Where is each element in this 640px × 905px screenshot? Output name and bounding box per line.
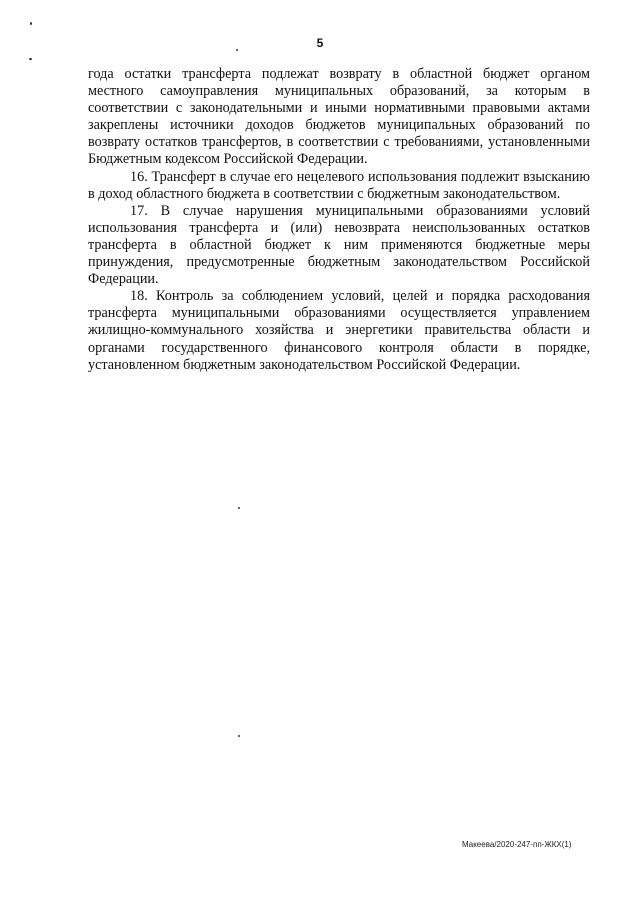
document-reference: Макеева/2020-247-пп-ЖКХ(1) [462,840,572,849]
scan-speck [238,735,240,737]
paragraph-item-16: 16. Трансферт в случае его нецелевого использования подлежит взысканию в доход областного бюджета в соответствии с бюджетным законодательством. [88,168,590,202]
paragraph-item-17: 17. В случае нарушения муниципальными образованиями условий использования трансферта и (или) невозврата неиспользованных остатков трансферта в областной бюджет к ним применяются бюджетные меры принуждения, предусмотренные бюджетным законодательством Российской Федерации. [88,202,590,288]
scan-speck [30,22,32,25]
page-number: 5 [316,36,324,50]
scan-speck [238,507,240,509]
document-body [88,66,590,374]
paragraph-continuation: года остатки трансферта подлежат возврату в областной бюджет органом местного самоуправления муниципальных образований, за которым в соответствии с законодательными и иными нормативными правовыми актами закреплены источники доходов бюджетов муниципальных образований по возврату остатков трансфертов, в соответствии с требованиями, установленными Бюджетным кодексом Российской Федерации. [88,66,590,168]
scan-speck [29,58,32,60]
paragraph-item-18: 18. Контроль за соблюдением условий, целей и порядка расходования трансферта муниципальными образованиями осуществляется управлением жилищно-коммунального хозяйства и энергетики правительства области и органами государственного финансового контроля области в порядке, установленном бюджетным законодательством Российской Федерации. [88,288,590,373]
